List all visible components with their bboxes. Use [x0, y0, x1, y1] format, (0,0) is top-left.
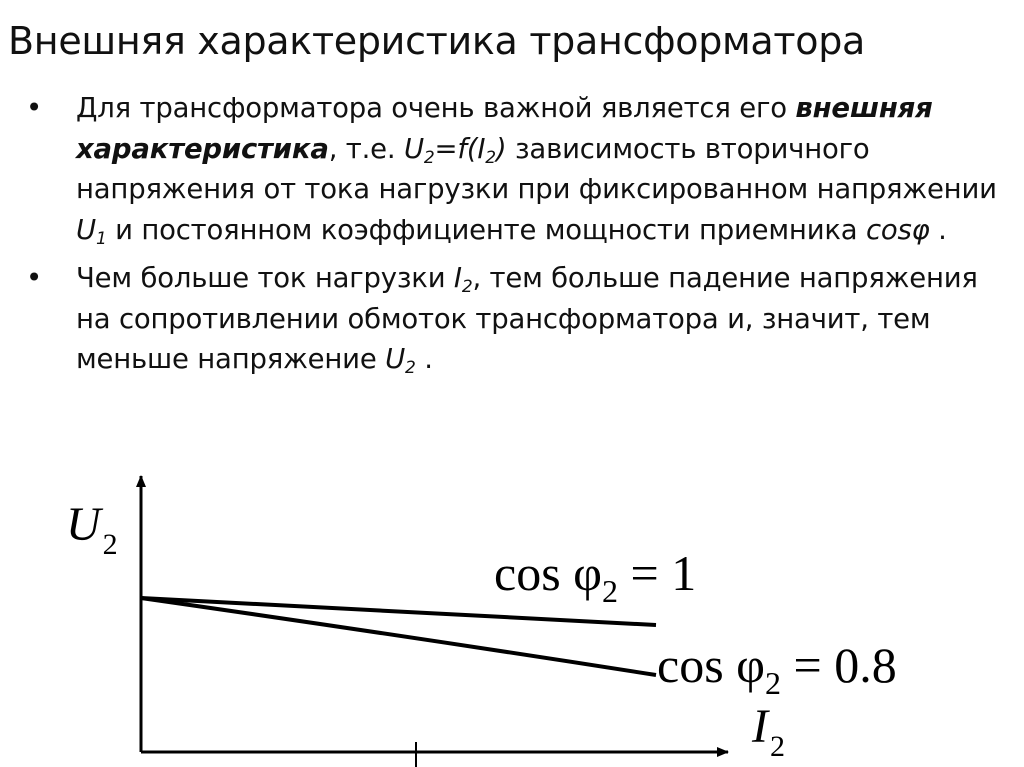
symbol-u1: $U_1$: [76, 213, 107, 249]
formula: $U_2=f(I_2)$: [403, 132, 507, 168]
text: , тем больше падение напряжения на сопротивлении обмоток трансформатора и, значит, тем меньше напряжение: [76, 262, 978, 375]
text: .: [415, 343, 433, 375]
x-axis-label: $I_2$: [752, 700, 785, 763]
bullet-marker: •: [26, 262, 43, 294]
symbol-i2: $I_2$: [453, 262, 473, 297]
text: и постоянном коэффициенте мощности приемника: [106, 213, 866, 246]
text: , т.е.: [328, 132, 404, 165]
symbol-cos-phi: cosφ: [865, 213, 930, 246]
text: .: [929, 213, 947, 246]
slide-title: Внешняя характеристика трансформатора: [8, 19, 866, 63]
text: Для трансформатора очень важной является его: [76, 92, 796, 124]
bullet-marker: •: [26, 92, 43, 124]
emphasis-term: внешняя характеристика: [76, 92, 933, 165]
text: зависимость вторичного напряжения от тока нагрузки при фиксированном напряжении: [76, 132, 997, 205]
curve-label-cos-phi-0-8: $\cos \varphi_2 = 0.8$: [657, 637, 897, 701]
y-axis-label: $U_2$: [66, 498, 118, 561]
symbol-u2: $U_2$: [385, 343, 416, 378]
text: Чем больше ток нагрузки: [76, 262, 454, 294]
bullet-item-2: [26, 258, 1016, 380]
bullet-list: [26, 88, 1016, 380]
bullet-item-1: [26, 88, 1016, 250]
external-characteristic-graph: [0, 460, 1024, 767]
curve-label-cos-phi-1: $\cos \varphi_2 = 1$: [494, 545, 697, 609]
curve-cos-phi-1: [141, 598, 656, 625]
